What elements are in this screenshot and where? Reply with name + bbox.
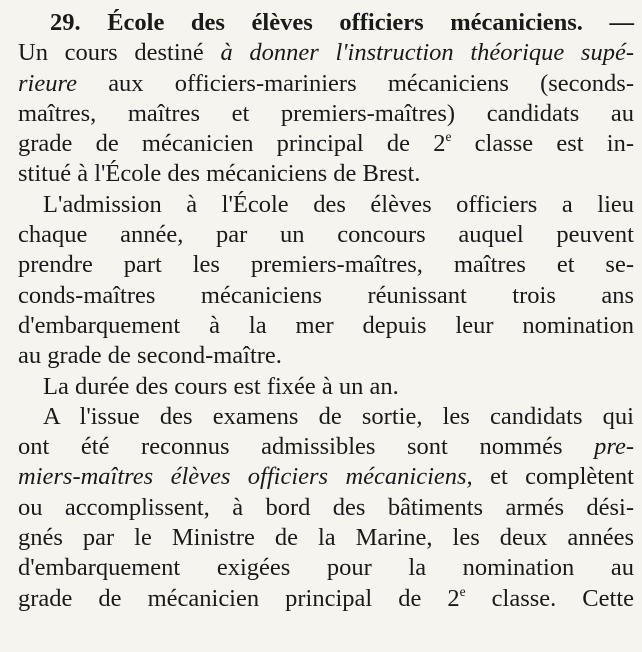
p1-line-3: maîtres, maîtres et premiers-maîtres) candidats au (18, 99, 634, 127)
p4-line-2 (18, 432, 634, 462)
section-heading (18, 8, 634, 38)
p1-line-4-text-b: classe est in- (451, 130, 634, 158)
p4-line-3 (18, 462, 634, 492)
p4-line-7-superscript: e (459, 583, 466, 599)
p4-line-5: gnés par le Ministre de la Marine, les deux années (18, 524, 634, 552)
p4-line-2-text: ont été reconnus admissibles sont nommés (18, 433, 563, 461)
p1-line-2-italic: rieure (18, 69, 77, 97)
heading-dash: — (582, 9, 634, 36)
p2-line-1: L'admission à l'École des élèves officiers a lieu (43, 190, 634, 218)
p1-line-2-text: aux officiers-mariniers mécaniciens (seconds- (108, 69, 635, 97)
p2-line-2: chaque année, par un concours auquel peuvent (18, 221, 634, 249)
section-title: École des élèves officiers mécaniciens. (107, 9, 583, 36)
p4-line-7-text-b: classe. Cette (465, 584, 634, 612)
p2-line-4: conds-maîtres mécaniciens réunissant trois ans (18, 281, 634, 309)
p4-line-3-text: et complètent (490, 463, 634, 491)
p3-line-1: La durée des cours est fixée à un an. (43, 372, 399, 400)
p4-line-7-text-a: grade de mécanicien principal de 2 (18, 584, 460, 612)
p4-line-2-italic: pre- (594, 433, 635, 461)
p1-line-1 (18, 38, 634, 68)
section-number: 29. (50, 9, 81, 36)
p4-line-3-italic: miers-maîtres élèves officiers mécaniciens, (18, 463, 473, 491)
p1-line-4 (18, 129, 634, 159)
p2-line-3: prendre part les premiers-maîtres, maîtres et se- (18, 251, 634, 279)
p1-line-1-text: Un cours destiné (18, 39, 204, 67)
document-text (18, 8, 634, 614)
p1-line-5: stitué à l'École des mécaniciens de Brest. (18, 160, 421, 188)
p1-line-1-italic: à donner l'instruction théorique supé- (220, 39, 634, 67)
p4-line-6: d'embarquement exigées pour la nomination au (18, 554, 634, 582)
p4-line-1: A l'issue des examens de sortie, les candidats qui (43, 402, 634, 430)
p1-line-4-text-a: grade de mécanicien principal de 2 (18, 130, 446, 158)
p1-line-4-superscript: e (445, 129, 452, 145)
p4-line-4: ou accomplissent, à bord des bâtiments armés dési- (18, 493, 634, 521)
p2-line-6: au grade de second-maître. (18, 342, 282, 370)
p1-line-2 (18, 69, 634, 99)
p2-line-5: d'embarquement à la mer depuis leur nomination (18, 311, 634, 339)
p4-line-7 (18, 584, 634, 614)
